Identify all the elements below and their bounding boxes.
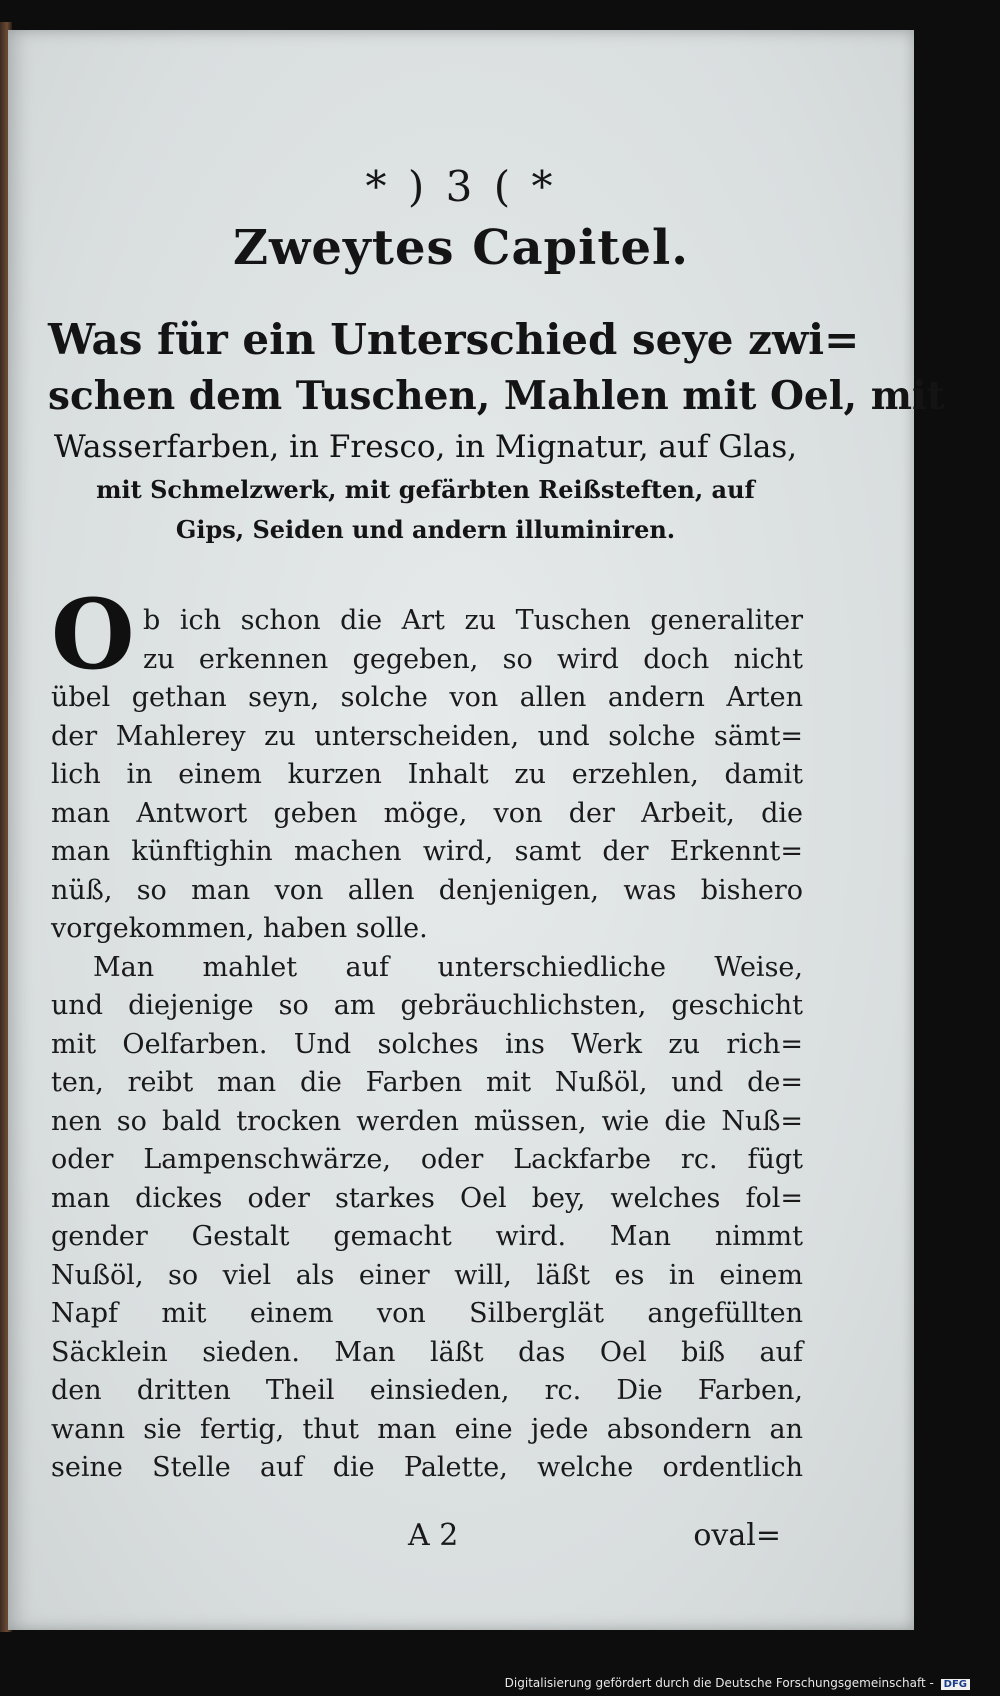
text-line: man künftighin machen wird, samt der Erkennt= bbox=[51, 836, 803, 867]
text-line: seine Stelle auf die Palette, welche ordentlich bbox=[51, 1452, 803, 1483]
title-line: Gips, Seiden und andern illuminiren. bbox=[175, 515, 676, 544]
title-line: Was für ein Unterschied seye zwi= bbox=[48, 315, 860, 364]
signature-mark: A 2 bbox=[408, 1518, 459, 1553]
title-line: schen dem Tuschen, Mahlen mit Oel, mit bbox=[48, 373, 945, 419]
title-line: Wasserfarben, in Fresco, in Mignatur, auf Glas, bbox=[53, 429, 798, 465]
chapter-title bbox=[48, 312, 945, 550]
text-line: ten, reibt man die Farben mit Nußöl, und de= bbox=[51, 1067, 803, 1098]
text-line: wann sie fertig, thut man eine jede absondern an bbox=[51, 1413, 803, 1445]
text-line: Man mahlet auf unterschiedliche Weise, bbox=[93, 951, 803, 983]
text-line: b ich schon die Art zu Tuschen generaliter bbox=[143, 605, 803, 636]
text-line: man Antwort geben möge, von der Arbeit, die bbox=[51, 797, 803, 829]
text-line: der Mahlerey zu unterscheiden, und solche sämt= bbox=[51, 720, 803, 752]
text-line: übel gethan seyn, solche von allen andern Arten bbox=[51, 682, 803, 713]
chapter-heading: Zweytes Capitel. bbox=[233, 220, 689, 276]
text-line: vorgekommen, haben solle. bbox=[51, 913, 428, 944]
text-line: nüß, so man von allen denjenigen, was bishero bbox=[51, 874, 803, 906]
text-line: oder Lampenschwärze, oder Lackfarbe rc. fügt bbox=[51, 1144, 803, 1175]
catchword: oval= bbox=[693, 1518, 781, 1553]
text-line: Napf mit einem von Silberglät angefüllten bbox=[51, 1298, 803, 1329]
dfg-logo: DFG bbox=[941, 1679, 970, 1690]
page-number: * ) 3 ( * bbox=[365, 162, 557, 211]
page-header bbox=[8, 162, 914, 211]
title-line: mit Schmelzwerk, mit gefärbten Reißsteften, auf bbox=[96, 475, 755, 504]
drop-cap: O bbox=[51, 578, 135, 691]
digitization-credit bbox=[505, 1676, 970, 1690]
text-line: Nußöl, so viel als einer will, läßt es in einem bbox=[51, 1259, 803, 1291]
text-line: mit Oelfarben. Und solches ins Werk zu rich= bbox=[51, 1028, 803, 1060]
text-line: lich in einem kurzen Inhalt zu erzehlen, damit bbox=[51, 759, 803, 790]
body-text bbox=[51, 602, 803, 1488]
text-line: Säcklein sieden. Man läßt das Oel biß auf bbox=[51, 1336, 803, 1368]
text-line: nen so bald trocken werden müssen, wie die Nuß= bbox=[51, 1105, 803, 1137]
text-line: zu erkennen gegeben, so wird doch nicht bbox=[143, 643, 803, 675]
text-line: den dritten Theil einsieden, rc. Die Farben, bbox=[51, 1375, 803, 1406]
text-line: man dickes oder starkes Oel bey, welches fol= bbox=[51, 1182, 803, 1214]
text-line: gender Gestalt gemacht wird. Man nimmt bbox=[51, 1221, 803, 1252]
credit-text: Digitalisierung gefördert durch die Deutsche Forschungsgemeinschaft - bbox=[504, 1676, 934, 1690]
book-page bbox=[8, 30, 945, 1630]
text-line: und diejenige so am gebräuchlichsten, geschicht bbox=[51, 990, 803, 1021]
